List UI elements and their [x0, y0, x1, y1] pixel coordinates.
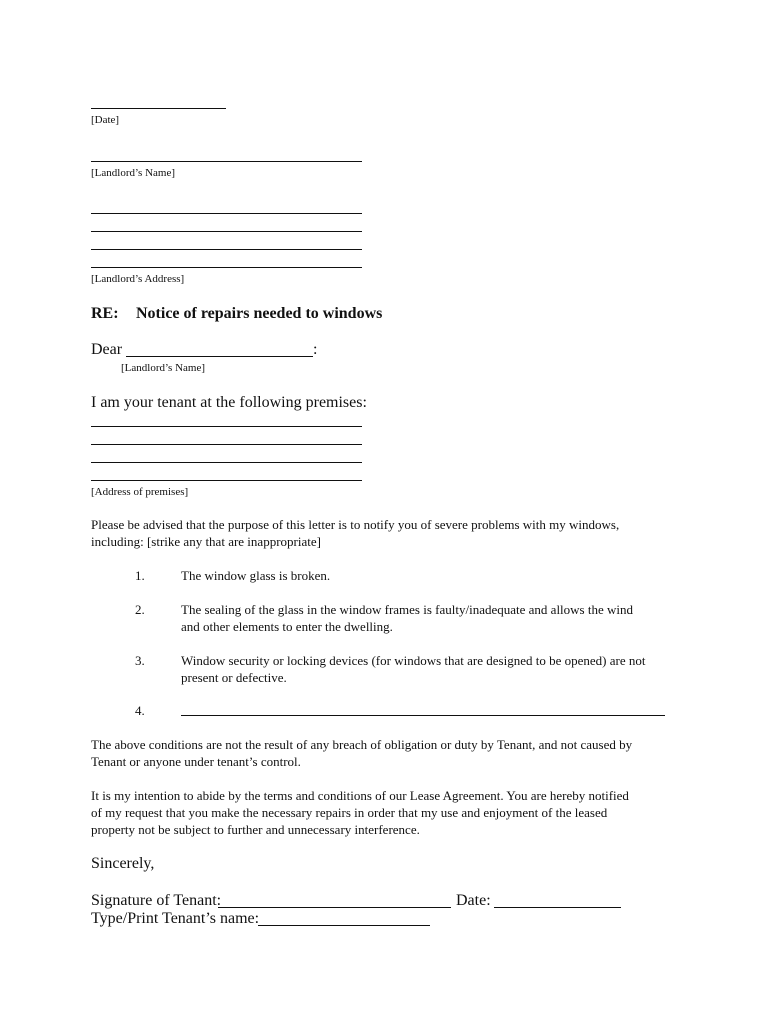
intention-line-3: property not be subject to further and unnecessary interference.	[91, 822, 420, 837]
premises-line-3[interactable]	[91, 462, 362, 463]
landlord-name-label: [Landlord’s Name]	[91, 167, 175, 179]
signature-date-label: Date:	[456, 892, 491, 909]
landlord-address-label: [Landlord’s Address]	[91, 273, 185, 285]
landlord-address-line-2[interactable]	[91, 231, 362, 232]
item-number: 2.	[135, 602, 145, 617]
intention-line-1: It is my intention to abide by the terms and conditions of our Lease Agreement. You are hereby notified	[91, 788, 629, 803]
date-line[interactable]	[91, 108, 226, 109]
premises-line-2[interactable]	[91, 444, 362, 445]
intention-line-2: of my request that you make the necessary repairs in order that my use and enjoyment of the leased	[91, 805, 608, 820]
re-subject: Notice of repairs needed to windows	[136, 305, 383, 322]
notice-line-1: Please be advised that the purpose of this letter is to notify you of severe problems with my windows,	[91, 517, 620, 532]
salutation-name-line[interactable]	[126, 356, 313, 357]
landlord-address-line-1[interactable]	[91, 213, 362, 214]
premises-line-1[interactable]	[91, 426, 362, 427]
item-number: 1.	[135, 568, 145, 583]
signature-date-line[interactable]	[494, 907, 621, 908]
premises-line-4[interactable]	[91, 480, 362, 481]
conditions-line-2: Tenant or anyone under tenant’s control.	[91, 754, 301, 769]
premises-intro: I am your tenant at the following premises:	[91, 394, 367, 411]
premises-address-label: [Address of premises]	[91, 486, 189, 498]
conditions-line-1: The above conditions are not the result of any breach of obligation or duty by Tenant, and not caused by	[91, 737, 633, 752]
item-4-blank-line[interactable]	[181, 715, 665, 716]
item-text-line: Window security or locking devices (for windows that are designed to be opened) are not	[181, 653, 646, 668]
salutation-name-label: [Landlord’s Name]	[121, 362, 205, 374]
item-number: 4.	[135, 703, 145, 718]
print-name-line[interactable]	[258, 925, 430, 926]
signature-label: Signature of Tenant:	[91, 892, 222, 909]
salutation-colon: :	[313, 341, 318, 358]
landlord-name-line[interactable]	[91, 161, 362, 162]
item-text-line: The sealing of the glass in the window frames is faulty/inadequate and allows the wind	[181, 602, 633, 617]
date-label: [Date]	[91, 114, 120, 126]
item-text-line: present or defective.	[181, 670, 287, 685]
item-text-line: and other elements to enter the dwelling.	[181, 619, 393, 634]
landlord-address-line-3[interactable]	[91, 249, 362, 250]
signature-line[interactable]	[218, 907, 451, 908]
closing-sincerely: Sincerely,	[91, 855, 155, 872]
re-prefix: RE:	[91, 305, 119, 322]
item-text-line: The window glass is broken.	[181, 568, 331, 583]
landlord-address-line-4[interactable]	[91, 267, 362, 268]
notice-line-2: including: [strike any that are inappropriate]	[91, 534, 321, 549]
salutation-dear: Dear	[91, 341, 123, 358]
item-number: 3.	[135, 653, 145, 668]
print-name-label: Type/Print Tenant’s name:	[91, 910, 260, 927]
